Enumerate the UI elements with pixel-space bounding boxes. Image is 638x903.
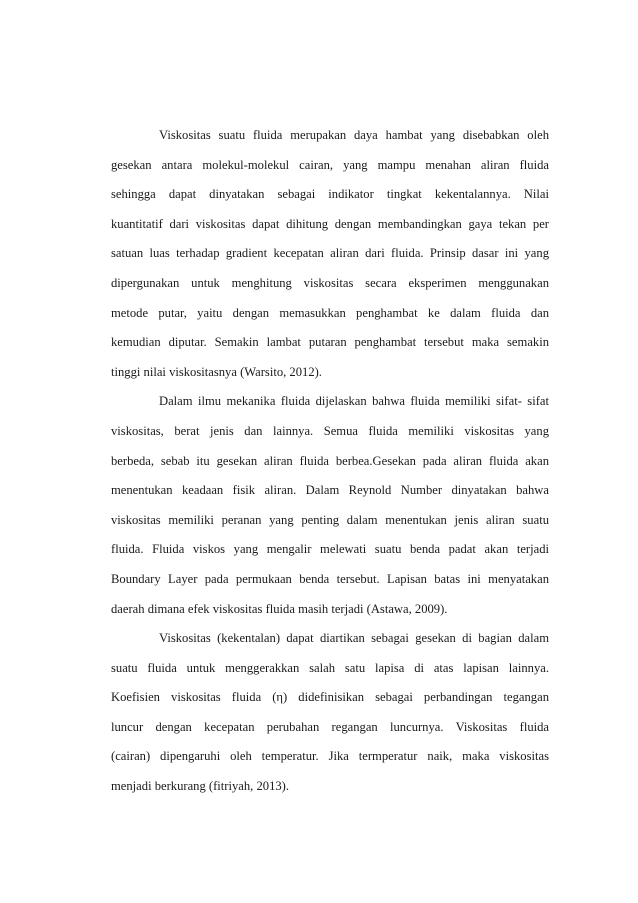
text-line: (cairan) dipengaruhi oleh temperatur. Jika termperatur naik, maka viskositas [111, 749, 549, 764]
text-line: luncur dengan kecepatan perubahan regangan luncurnya. Viskositas fluida [111, 719, 549, 734]
text-line: kemudian diputar. Semakin lambat putaran penghambat tersebut maka semakin [111, 335, 549, 350]
text-line: sehingga dapat dinyatakan sebagai indikator tingkat kekentalannya. Nilai [111, 187, 549, 202]
text-line: menentukan keadaan fisik aliran. Dalam Reynold Number dinyatakan bahwa [111, 483, 549, 498]
text-line: daerah dimana efek viskositas fluida masih terjadi (Astawa, 2009). [111, 601, 448, 616]
text-line: berbeda, sebab itu gesekan aliran fluida berbea.Gesekan pada aliran fluida akan [111, 453, 549, 468]
text-line: fluida. Fluida viskos yang mengalir melewati suatu benda padat akan terjadi [111, 542, 549, 557]
text-line: tinggi nilai viskositasnya (Warsito, 2012). [111, 364, 322, 379]
text-line: metode putar, yaitu dengan memasukkan penghambat ke dalam fluida dan [111, 305, 549, 320]
text-line: Viskositas suatu fluida merupakan daya hambat yang disebabkan oleh [159, 128, 549, 142]
paragraph-viscosity-definition [111, 121, 549, 387]
paragraph-viscosity-coefficient [111, 624, 549, 802]
text-line: Boundary Layer pada permukaan benda tersebut. Lapisan batas ini menyatakan [111, 571, 549, 586]
paragraph-fluid-mechanics [111, 387, 549, 624]
text-line: menjadi berkurang (fitriyah, 2013). [111, 779, 290, 794]
text-line: Dalam ilmu mekanika fluida dijelaskan bahwa fluida memiliki sifat- sifat [159, 394, 549, 409]
text-line: gesekan antara molekul-molekul cairan, yang mampu menahan aliran fluida [111, 157, 549, 172]
text-line: satuan luas terhadap gradient kecepatan aliran dari fluida. Prinsip dasar ini yang [111, 246, 549, 261]
text-line: viskositas, berat jenis dan lainnya. Semua fluida memiliki viskositas yang [111, 423, 549, 438]
text-line: Koefisien viskositas fluida (η) didefinisikan sebagai perbandingan tegangan [111, 690, 549, 705]
text-line: suatu fluida untuk menggerakkan salah satu lapisa di atas lapisan lainnya. [111, 660, 549, 675]
text-line: viskositas memiliki peranan yang penting dalam menentukan jenis aliran suatu [111, 512, 549, 527]
text-line: dipergunakan untuk menghitung viskositas secara eksperimen menggunakan [111, 275, 549, 290]
text-line: kuantitatif dari viskositas dapat dihitung dengan membandingkan gaya tekan per [111, 216, 549, 231]
body-text [111, 121, 549, 802]
text-line: Viskositas (kekentalan) dapat diartikan sebagai gesekan di bagian dalam [159, 631, 549, 646]
